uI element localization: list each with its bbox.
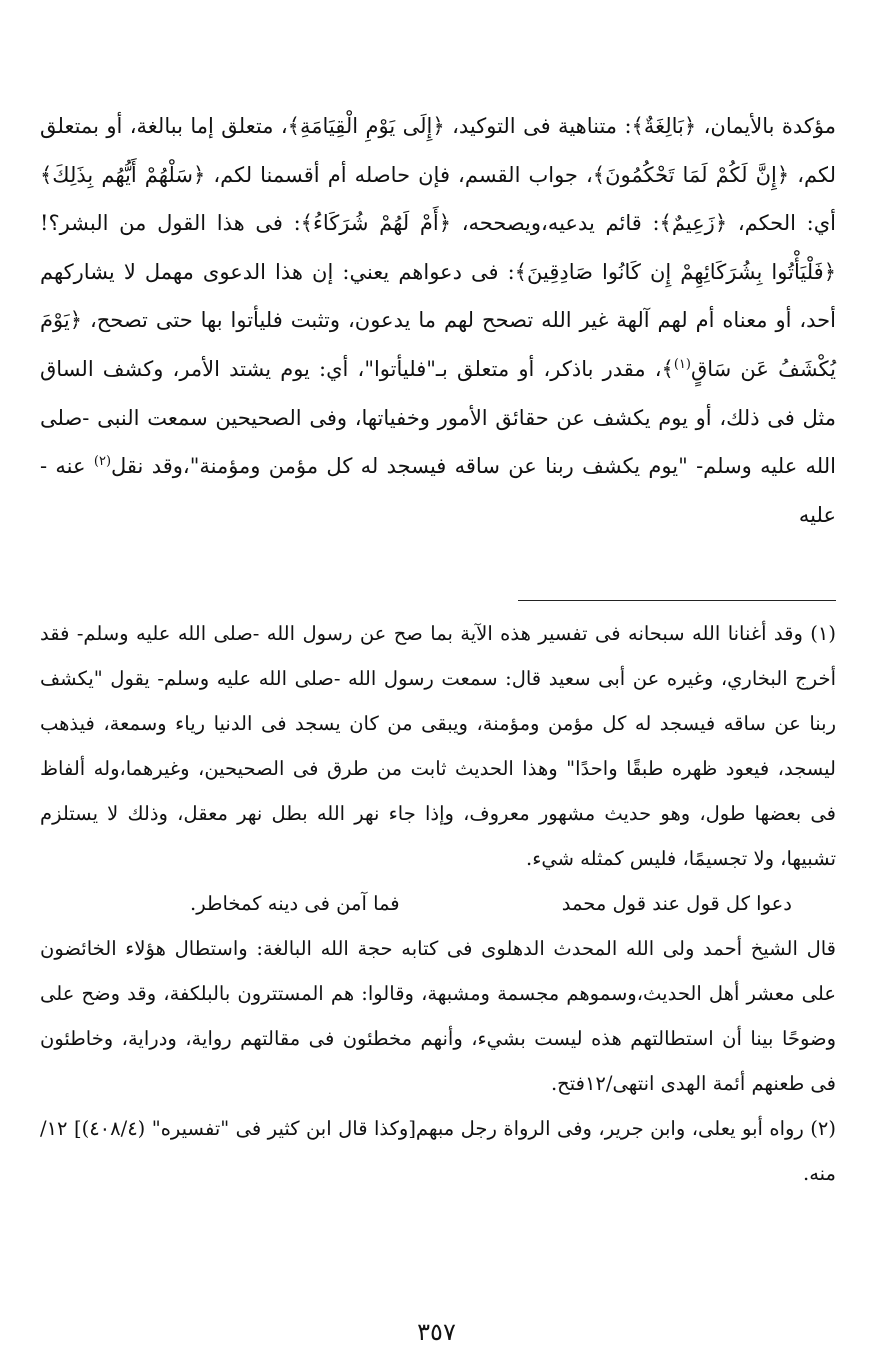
footnote-2-text: رواه أبو يعلى، وابن جرير، وفى الرواة رجل مبهم[وكذا قال ابن كثير فى "تفسيره" (٤٠٨/٤)] ١٢/منه. — [40, 1117, 836, 1185]
footnote-1-number: (١) — [810, 622, 836, 645]
footnote-2-number: (٢) — [810, 1117, 836, 1140]
footnote-1 — [40, 611, 836, 881]
footnotes-block — [40, 611, 836, 1196]
footnote-1-continuation: قال الشيخ أحمد ولى الله المحدث الدهلوى فى كتابه حجة الله البالغة: واستطال هؤلاء الخائضون على معشر أهل الحديث،وسموهم مجسمة ومشبهة، وقالوا: هم المستترون بالبلكفة، وقد وضح على وضوحًا بينا أن استطالتهم هذه ليست بشيء، وأنهم مخطئون فى مقالتهم رواية، ودراية، وخاطئون فى طعنهم أئمة الهدى انتهى/١٢فتح. — [40, 937, 836, 1095]
footnote-divider — [518, 600, 836, 601]
main-paragraph — [40, 102, 836, 539]
main-paragraph-text: مؤكدة بالأيمان، ﴿بَالِغَةٌ﴾: متناهية فى التوكيد، ﴿إِلَى يَوْمِ الْقِيَامَةِ﴾، متعلق إما ببالغة، أو بمتعلق لكم، ﴿إِنَّ لَكُمْ لَمَا تَحْكُمُونَ﴾، جواب القسم، فإن حاصله أم أقسمنا لكم، ﴿سَلْهُمْ أَيُّهُم بِذَلِكَ﴾ أي: الحكم، ﴿زَعِيمٌ﴾: قائم يدعيه،ويصححه، ﴿أَمْ لَهُمْ شُرَكَاءُ﴾: فى هذا القول من البشر؟! ﴿فَلْيَأْتُوا بِشُرَكَائِهِمْ إِن كَانُوا صَادِقِينَ﴾: فى دعواهم يعني: إن هذا الدعوى مهمل لا يشاركهم أحد، أو معناه أم لهم آلهة غير الله تصحح لهم ما يدعون، وتثبت فليأتوا بها حتى تصحح، ﴿يَوْمَ يُكْشَفُ عَن سَاقٍ — [40, 114, 836, 381]
footnote-marker-2[interactable]: (٢) — [93, 454, 112, 470]
main-paragraph-end: عنه - عليه — [40, 454, 836, 527]
poetry-verse — [40, 881, 836, 926]
verse-second-hemistich: فما آمن فى دينه كمخاطر. — [190, 892, 400, 915]
footnote-marker-1[interactable]: (١) — [673, 356, 691, 372]
main-paragraph-continuation: ﴾، مقدر باذكر، أو متعلق بـ"فليأتوا"، أي: يوم يشتد الأمر، وكشف الساق مثل فى ذلك، أو يوم يكشف عن حقائق الأمور وخفياتها، وفى الصحيحين سمعت النبى -صلى الله عليه وسلم- "يوم يكشف ربنا عن ساقه فيسجد له كل مؤمن ومؤمنة"،وقد نقل — [40, 356, 836, 479]
page-number: ٣٥٧ — [417, 1318, 456, 1346]
footnote-2 — [40, 1106, 836, 1196]
verse-first-hemistich: دعوا كل قول عند قول محمد — [561, 892, 792, 915]
main-text-block — [40, 102, 836, 539]
footnote-1-text: وقد أغنانا الله سبحانه فى تفسير هذه الآية بما صح عن رسول الله -صلى الله عليه وسلم- فقد أخرج البخاري، وغيره عن أبى سعيد قال: سمعت رسول الله -صلى الله عليه وسلم- يقول "يكشف ربنا عن ساقه فيسجد له كل مؤمن ومؤمنة، ويبقى من كان يسجد فى الدنيا رياء وسمعة، فيذهب ليسجد، فيعود ظهره طبقًا واحدًا" وهذا الحديث ثابت من طرق فى الصحيحين، وغيرهما،وله ألفاظ فى بعضها طول، وهو حديث مشهور معروف، وإذا جاء نهر الله بطل نهر معقل، وذلك لا يستلزم تشبيها، ولا تجسيمًا، فليس كمثله شيء. — [40, 622, 836, 870]
